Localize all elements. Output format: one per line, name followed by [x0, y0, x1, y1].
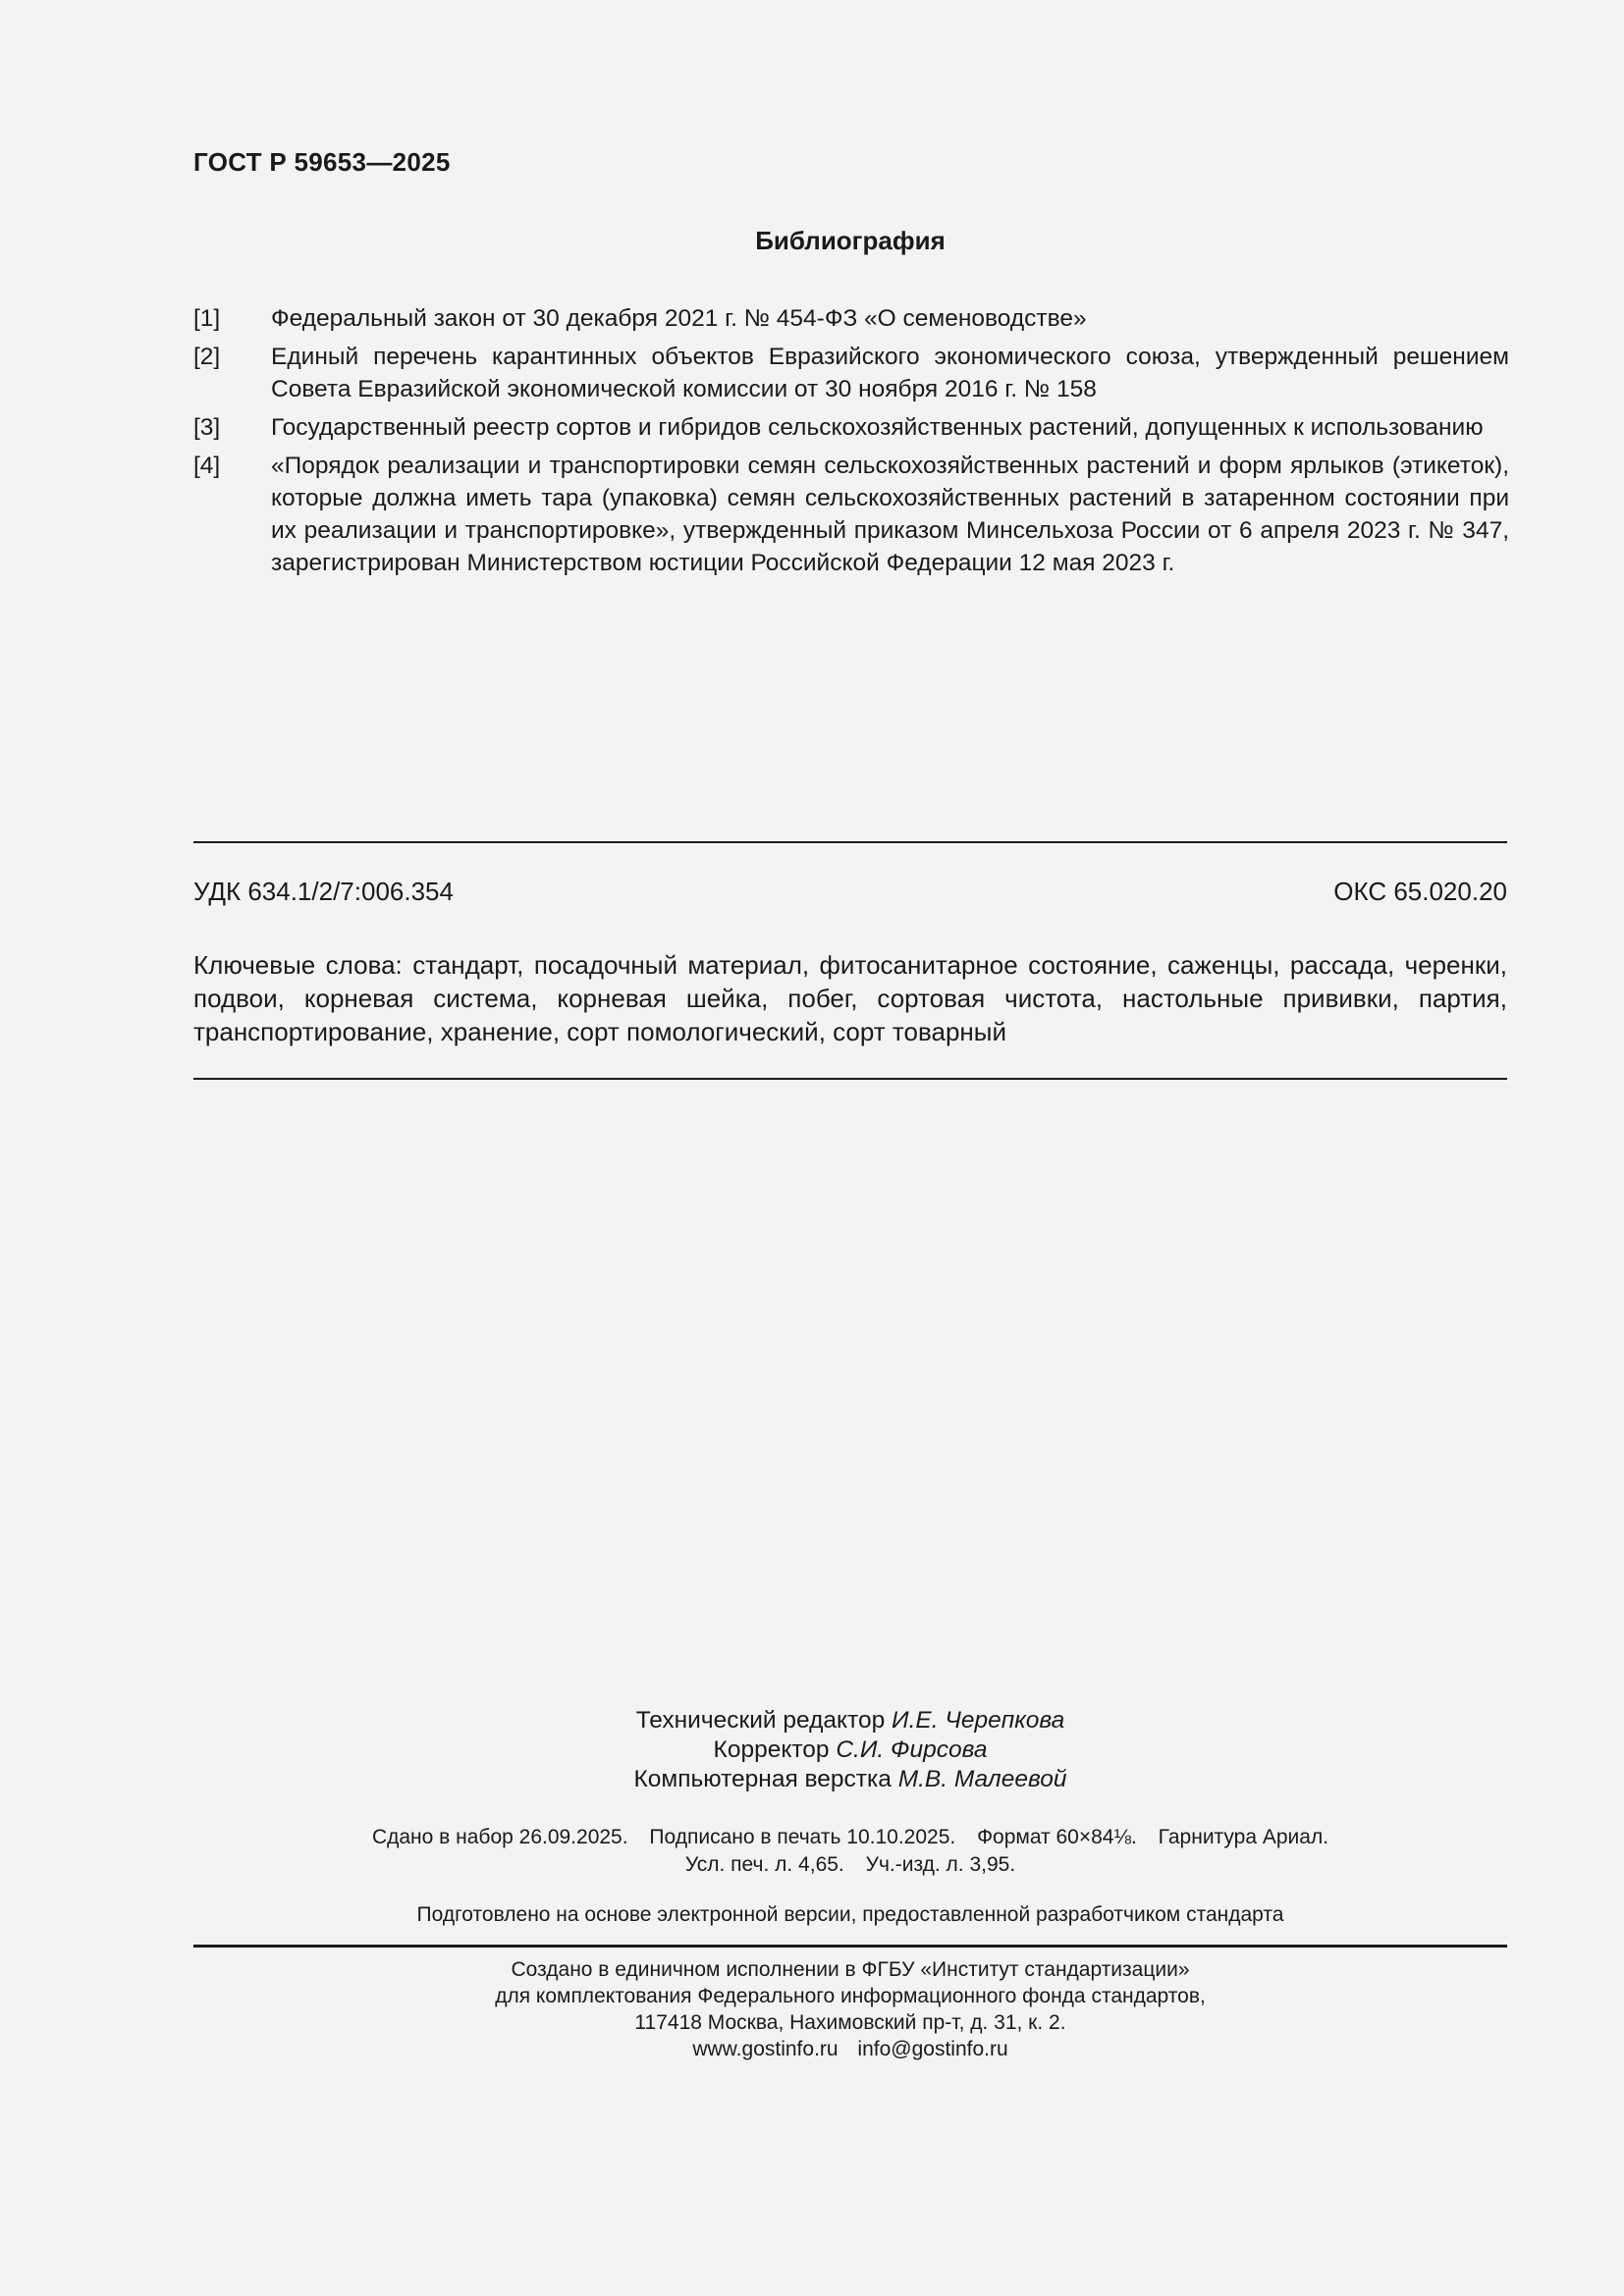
layout-label: Компьютерная верстка: [633, 1766, 892, 1792]
publisher-email[interactable]: info@gostinfo.ru: [857, 2038, 1008, 2060]
imprint-line-2: [193, 1851, 1507, 1879]
imprint-signed: Подписано в печать 10.10.2025.: [649, 1826, 956, 1848]
imprint-typeset: Сдано в набор 26.09.2025.: [371, 1826, 628, 1848]
bibliography-item-number: [2]: [193, 344, 221, 370]
bibliography-item-number: [1]: [193, 305, 221, 332]
prepared-note: Подготовлено на основе электронной версии, предоставленной разработчиком стандарта: [416, 1903, 1284, 1926]
bibliography-item-text: «Порядок реализации и транспортировки семян сельскохозяйственных растений и форм ярлыков (этикеток), которые должна иметь тара (упаковка) семян сельскохозяйственных растений в затаренном состоянии при их реализации и транспортировке», утвержденный приказом Минсельхоза России от 6 апреля 2023 г. № 347, зарегистрирован Министерством юстиции Российской Федерации 12 мая 2023 г.: [271, 453, 1509, 576]
document-code: ГОСТ Р 59653—2025: [193, 147, 451, 177]
bibliography-item-text: Федеральный закон от 30 декабря 2021 г. № 454-ФЗ «О семеноводстве»: [271, 305, 1087, 332]
publisher-website[interactable]: www.gostinfo.ru: [692, 2038, 839, 2060]
imprint-format: Формат 60×84⅛.: [977, 1826, 1137, 1848]
bibliography-item: [193, 450, 1509, 579]
imprint-line-1: [193, 1824, 1507, 1851]
tech-editor-line: [193, 1706, 1507, 1735]
bibliography-item: [193, 411, 1509, 444]
layout-line: [193, 1765, 1507, 1794]
publisher-address: 117418 Москва, Нахимовский пр-т, д. 31, к. 2.: [634, 2011, 1066, 2034]
oks-code: ОКС 65.020.20: [1333, 877, 1507, 906]
bibliography-list: [193, 302, 1509, 585]
corrector-label: Корректор: [713, 1736, 830, 1763]
imprint-block: [193, 1824, 1507, 1879]
bibliography-item: [193, 302, 1509, 335]
divider-top: [193, 841, 1507, 843]
bibliography-item-number: [4]: [193, 453, 221, 479]
imprint-font: Гарнитура Ариал.: [1158, 1826, 1329, 1848]
publisher-contacts: [193, 2036, 1507, 2062]
publisher-line-2: для комплектования Федерального информационного фонда стандартов,: [495, 1985, 1206, 2007]
imprint-publ-sheets: Уч.-изд. л. 3,95.: [865, 1853, 1016, 1876]
bibliography-item: [193, 341, 1509, 405]
tech-editor-name: И.Е. Черепкова: [892, 1707, 1065, 1734]
publisher-line-1: Создано в единичном исполнении в ФГБУ «Институт стандартизации»: [511, 1958, 1190, 1981]
tech-editor-label: Технический редактор: [635, 1707, 886, 1734]
keywords-paragraph: Ключевые слова: стандарт, посадочный материал, фитосанитарное состояние, саженцы, рассада, черенки, подвои, корневая система, корневая шейка, побег, сортовая чистота, настольные прививки, партия, транспортирование, хранение, сорт помологический, сорт товарный: [193, 950, 1507, 1046]
udk-code: УДК 634.1/2/7:006.354: [193, 877, 454, 906]
layout-name: М.В. Малеевой: [897, 1766, 1067, 1792]
divider-footer: [193, 1945, 1507, 1948]
bibliography-item-text: Государственный реестр сортов и гибридов сельскохозяйственных растений, допущенных к использованию: [271, 414, 1484, 441]
bibliography-item-text: Единый перечень карантинных объектов Евразийского экономического союза, утвержденный решением Совета Евразийской экономической комиссии от 30 ноября 2016 г. № 158: [271, 344, 1509, 402]
corrector-line: [193, 1735, 1507, 1765]
corrector-name: С.И. Фирсова: [836, 1736, 988, 1763]
publisher-block: [193, 1956, 1507, 2062]
imprint-print-sheets: Усл. печ. л. 4,65.: [684, 1853, 844, 1876]
divider-bottom: [193, 1078, 1507, 1080]
bibliography-title: Библиография: [755, 226, 946, 255]
bibliography-item-number: [3]: [193, 414, 221, 441]
credits-block: [193, 1706, 1507, 1794]
